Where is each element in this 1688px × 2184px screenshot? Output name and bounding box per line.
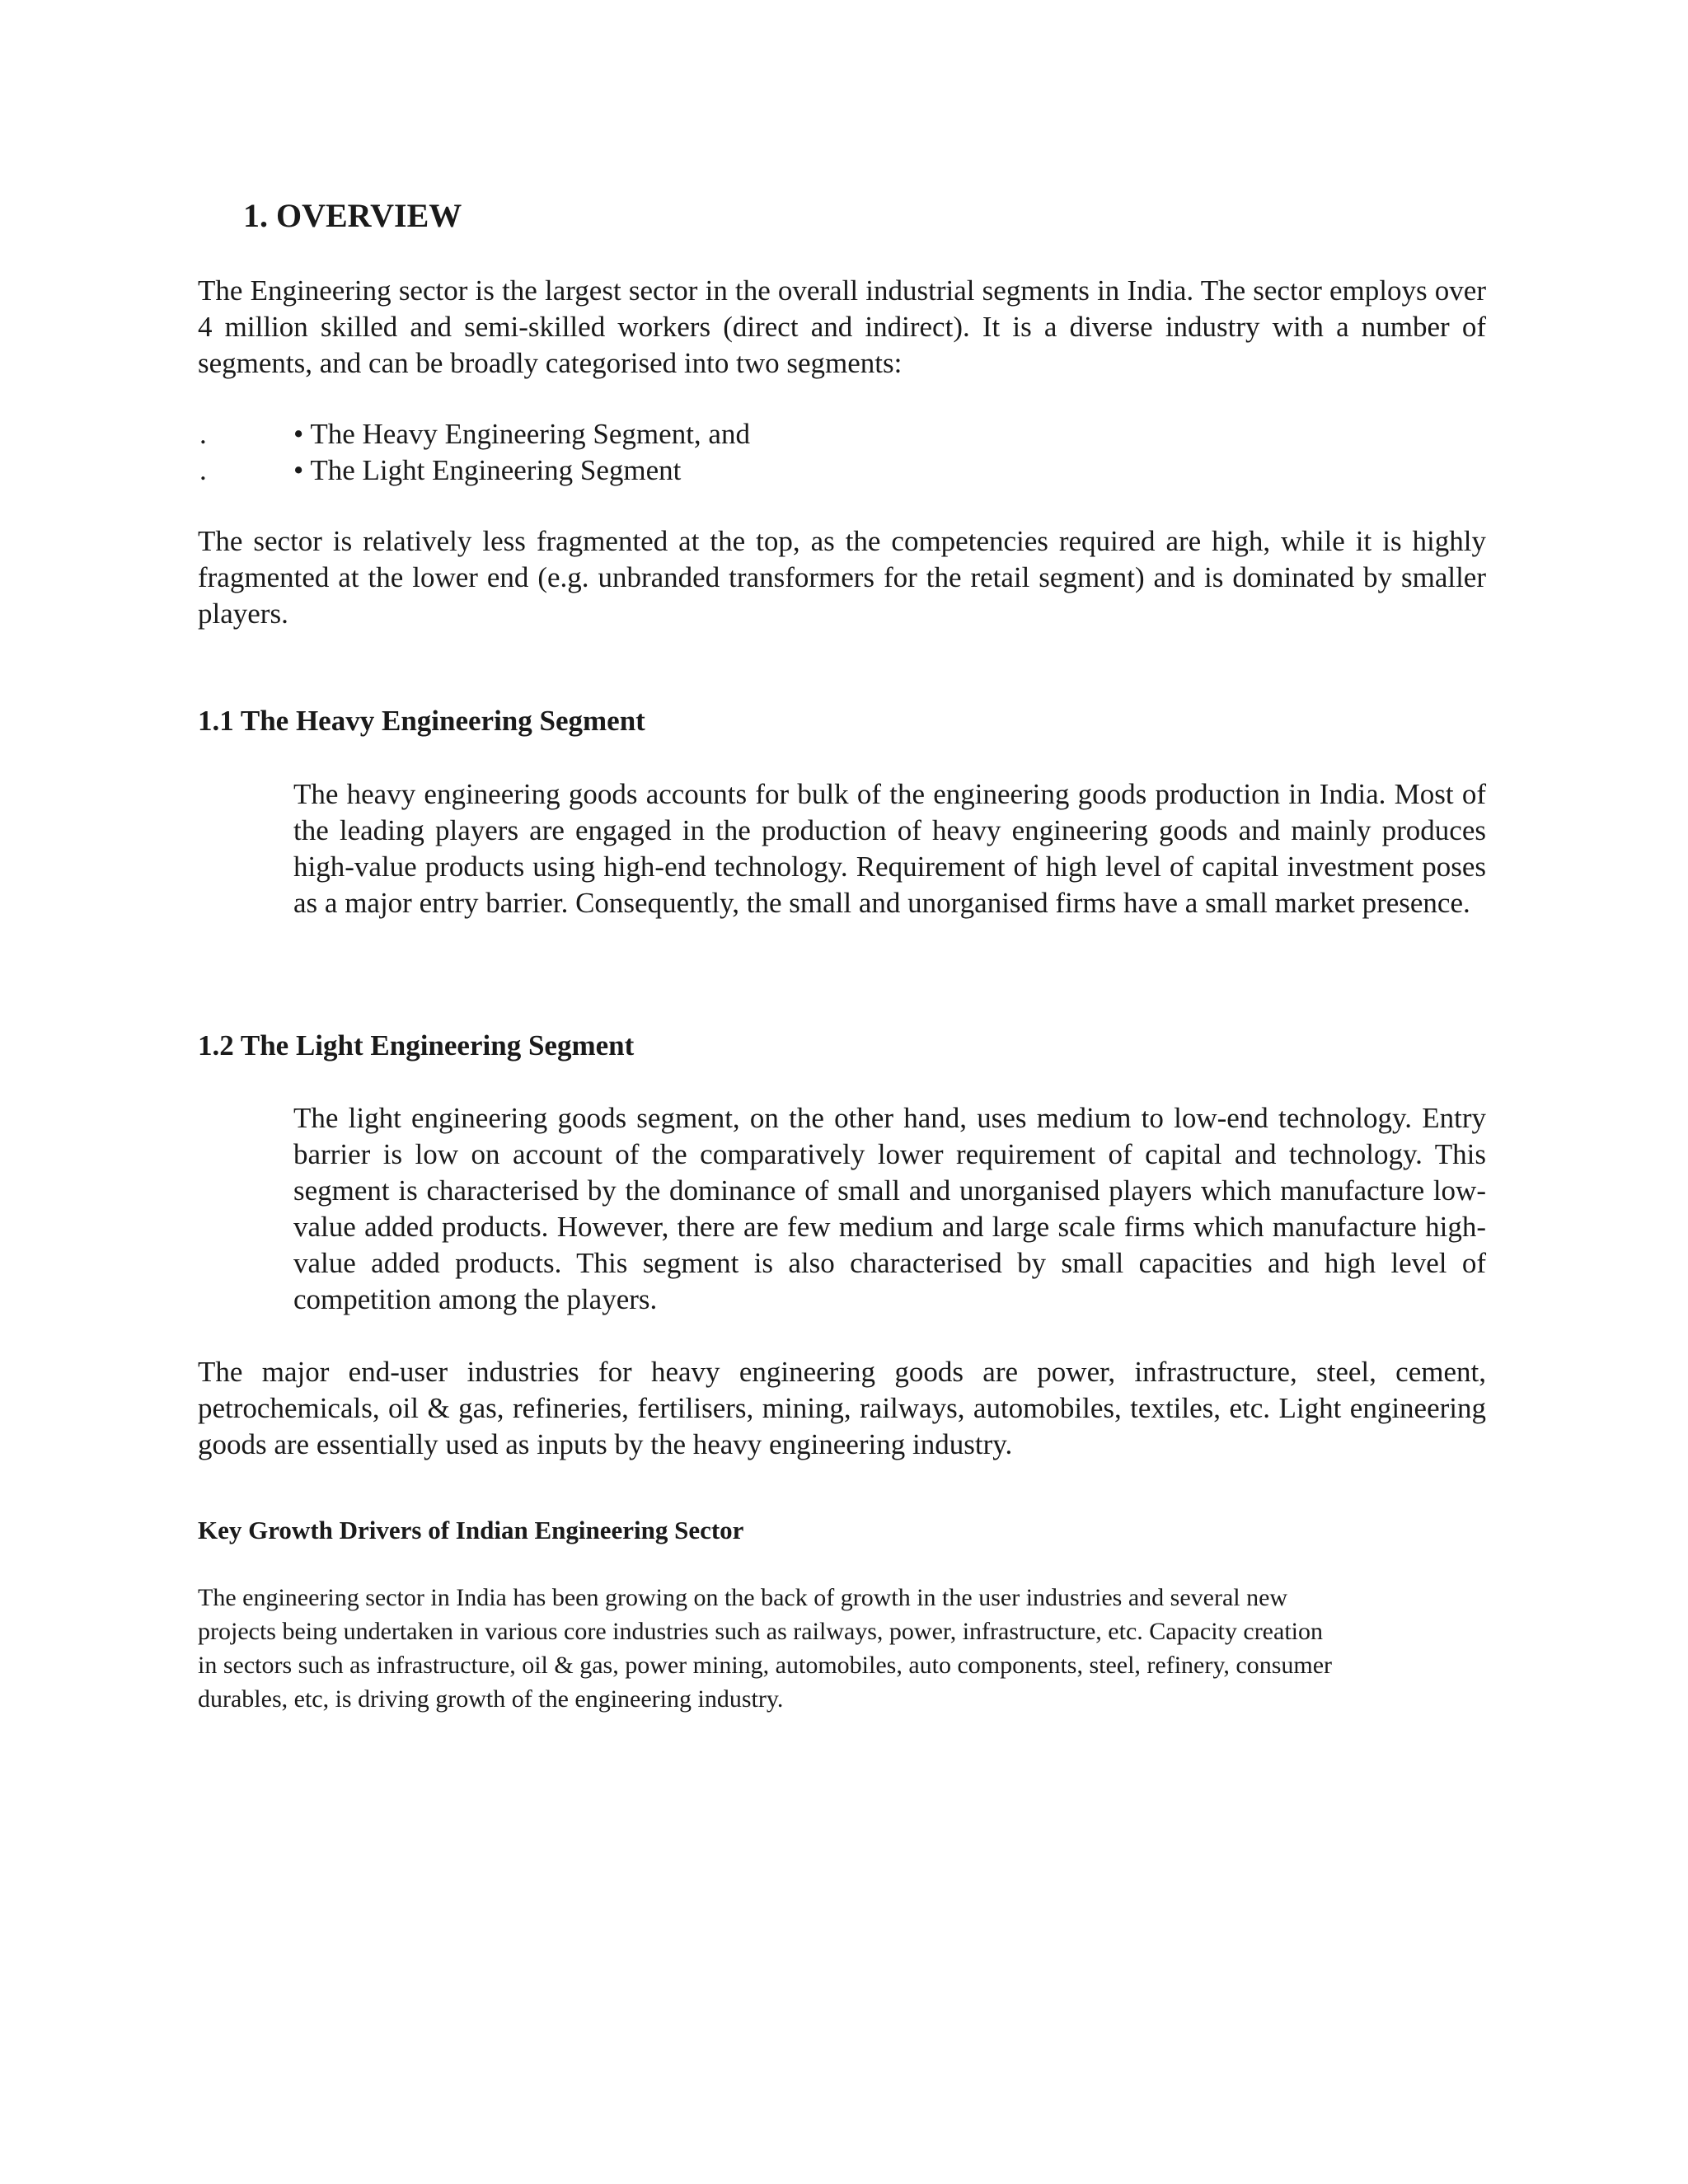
end-users-paragraph: The major end-user industries for heavy engineering goods are power, infrastructure, steel, cement, petrochemicals, oil & gas, refineries, fertilisers, mining, railways, automobiles, textiles, etc. Light engineering goods are essentially used as inputs by the heavy engineering industry. <box>198 1356 1486 1460</box>
list-marker: . <box>199 418 207 450</box>
light-segment-paragraph: The light engineering goods segment, on the other hand, uses medium to low-end technology. Entry barrier is low on account of the comparatively lower requirement of capital and technology. This segment is characterised by the dominance of small and unorganised players which manufacture low-value added products. However, there are few medium and large scale firms which manufacture high-value added products. This segment is also characterised by small capacities and high level of competition among the players. <box>293 1102 1486 1315</box>
intro-paragraph: The Engineering sector is the largest sector in the overall industrial segments in India. The sector employs over 4 million skilled and semi-skilled workers (direct and indirect). It is a diverse industry with a number of segments, and can be broadly categorised into two segments: <box>198 274 1486 379</box>
fragmentation-paragraph: The sector is relatively less fragmented at the top, as the competencies required are high, while it is highly fragmented at the lower end (e.g. unbranded transformers for the retail segment) and is dominated by smaller players. <box>198 525 1486 630</box>
heavy-segment-paragraph: The heavy engineering goods accounts for bulk of the engineering goods production in India. Most of the leading players are engaged in the production of heavy engineering goods and mainly produces high-value products using high-end technology. Requirement of high level of capital investment poses as a major entry barrier. Consequently, the small and unorganised firms have a small market presence. <box>293 778 1486 919</box>
paragraph-line: The engineering sector in India has been growing on the back of growth in the user industries and several new <box>198 1584 1288 1611</box>
heavy-segment-heading: 1.1 The Heavy Engineering Segment <box>198 705 645 737</box>
list-item-text: • The Heavy Engineering Segment, and <box>293 418 750 450</box>
paragraph-line: projects being undertaken in various core industries such as railways, power, infrastructure, etc. Capacity creation <box>198 1618 1323 1645</box>
section-heading-overview: 1. OVERVIEW <box>243 197 462 234</box>
growth-drivers-heading: Key Growth Drivers of Indian Engineering Sector <box>198 1516 744 1544</box>
growth-drivers-paragraph <box>198 1581 1486 1716</box>
list-marker: . <box>199 454 207 486</box>
light-segment-heading: 1.2 The Light Engineering Segment <box>198 1029 635 1062</box>
list-item-text: • The Light Engineering Segment <box>293 454 682 486</box>
paragraph-line: durables, etc, is driving growth of the engineering industry. <box>198 1685 784 1713</box>
paragraph-line: in sectors such as infrastructure, oil & gas, power mining, automobiles, auto components, steel, refinery, consumer <box>198 1652 1333 1679</box>
